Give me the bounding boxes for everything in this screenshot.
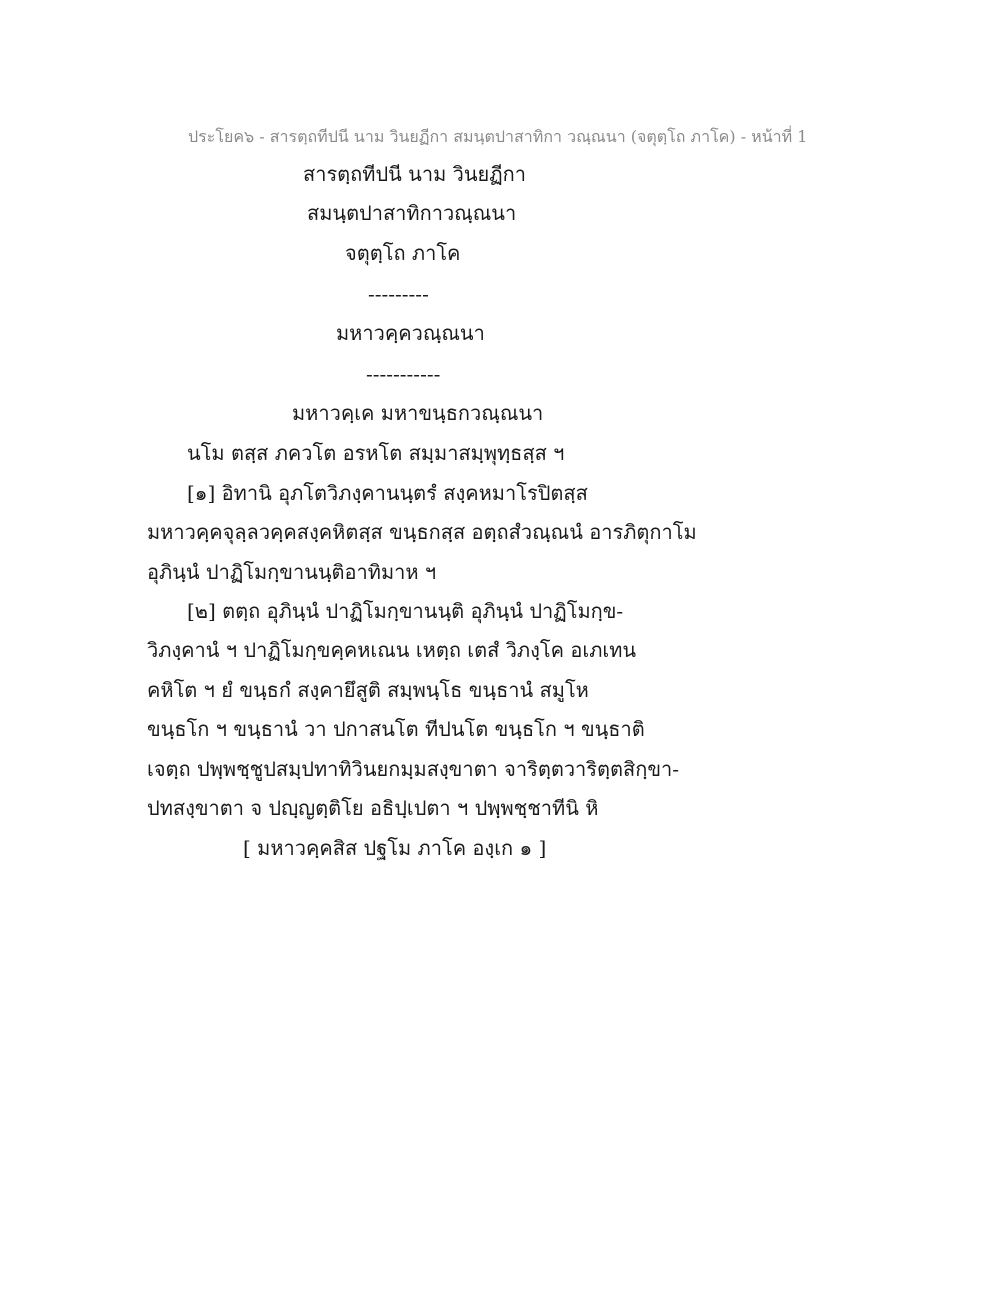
body-line-1: นโม ตสฺส ภควโต อรหโต สมฺมาสมฺพุทฺธสฺส ฯ <box>187 441 565 465</box>
footer-reference: [ มหาวคฺคสิส ปฐโม ภาโค องฺเก ๑ ] <box>243 836 547 860</box>
part-title: จตุตฺโถ ภาโค <box>345 241 461 265</box>
body-line-8: ขนฺธโก ฯ ขนฺธานํ วา ปกาสนโต ทีปนโต ขนฺธโก ฯ ขนฺธาติ <box>147 717 645 741</box>
book-title: สารตฺถทีปนี นาม วินยฏีกา <box>303 162 527 186</box>
body-line-5: [๒] ตตฺถ อุภินฺนํ ปาฏิโมกฺขานนฺติ อุภินฺนํ ปาฏิโมกฺข- <box>187 599 624 623</box>
chapter-title: มหาวคฺเค มหาขนฺธกวณฺณนา <box>292 401 544 425</box>
page-header: ประโยค๖ - สารตฺถทีปนี นาม วินยฏีกา สมนฺตปาสาทิกา วณฺณนา (จตุตฺโถ ภาโค) - หน้าที่ 1 <box>188 127 808 146</box>
sub-title: สมนฺตปาสาทิกาวณฺณนา <box>307 201 517 225</box>
body-line-4: อุภินฺนํ ปาฏิโมกฺขานนฺติอาทิมาห ฯ <box>147 560 437 584</box>
body-line-9: เจตฺถ ปพฺพชฺชูปสมฺปทาทิวินยกมฺมสงฺขาตา จาริตฺตวาริตฺตสิกฺขา- <box>147 757 679 781</box>
divider-1: --------- <box>368 282 429 306</box>
body-line-2: [๑] อิทานิ อุภโตวิภงฺคานนฺตรํ สงฺคหมาโรปิตสฺส <box>187 481 588 505</box>
body-line-3: มหาวคฺคจุลฺลวคฺคสงฺคหิตสฺส ขนฺธกสฺส อตฺถสํวณฺณนํ อารภิตุกาโม <box>147 520 697 544</box>
body-line-7: คหิโต ฯ ยํ ขนฺธกํ สงฺคายึสูติ สมฺพนฺโธ ขนฺธานํ สมูโห <box>147 678 589 702</box>
body-line-6: วิภงฺคานํ ฯ ปาฏิโมกฺขคฺคหเณน เหตฺถ เตสํ วิภงฺโค อเภเทน <box>147 638 637 662</box>
body-line-10: ปทสงฺขาตา จ ปญฺญตฺติโย อธิปฺเปตา ฯ ปพฺพชฺชาทีนิ หิ <box>147 796 599 820</box>
divider-2: ----------- <box>366 362 441 386</box>
section-title: มหาวคฺควณฺณนา <box>336 321 485 345</box>
